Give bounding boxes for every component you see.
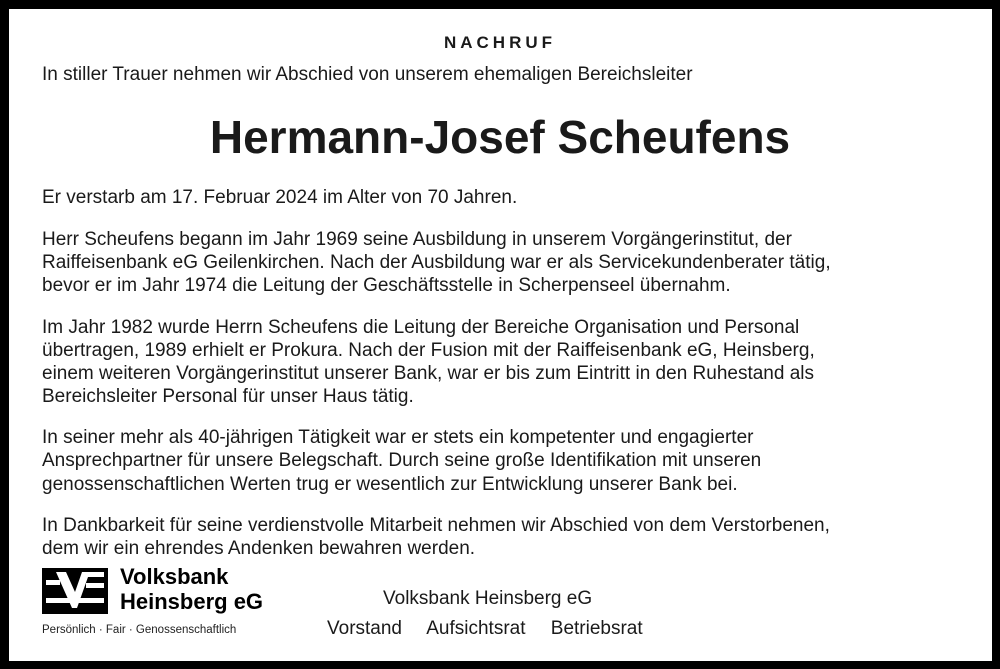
signature-org: Volksbank Heinsberg eG [383,588,593,609]
heading: NACHRUF [443,33,557,52]
signature-vorstand: Vorstand [327,618,402,639]
paragraph-2-line: Herr Scheufens begann im Jahr 1969 seine Ausbildung in unserem Vorgängerinstitut, der [42,229,792,250]
signature-bodies [327,618,643,640]
signature-aufsichtsrat: Aufsichtsrat [426,618,526,639]
paragraph-3-line: einem weiteren Vorgängerinstitut unserer Bank, war er bis zum Eintritt in den Ruhestand als [42,363,815,384]
deceased-name: Hermann-Josef Scheufens [209,111,791,163]
paragraph-2-line: Raiffeisenbank eG Geilenkirchen. Nach der Ausbildung war er als Servicekundenberater tätig, [42,252,831,273]
volksbank-logo-icon [42,568,108,614]
paragraph-4-line: Ansprechpartner für unsere Belegschaft. Durch seine große Identifikation mit unseren [42,450,762,471]
logo-line-2: Heinsberg eG [120,589,264,614]
paragraph-3-line: übertragen, 1989 erhielt er Prokura. Nach der Fusion mit der Raiffeisenbank eG, Heinsberg, [42,340,815,361]
paragraph-3-line: Bereichsleiter Personal für unser Haus tätig. [42,386,414,407]
paragraph-1-line: Er verstarb am 17. Februar 2024 im Alter von 70 Jahren. [42,187,518,208]
paragraph-3-line: Im Jahr 1982 wurde Herrn Scheufens die Leitung der Bereiche Organisation und Personal [42,317,800,338]
paragraph-4-line: In seiner mehr als 40-jährigen Tätigkeit war er stets ein kompetenter und engagierter [42,427,754,448]
logo-tagline: Persönlich · Fair · Genossenschaftlich [42,624,237,636]
intro-text: In stiller Trauer nehmen wir Abschied von unserem ehemaligen Bereichsleiter [42,64,693,85]
paragraph-5-line: In Dankbarkeit für seine verdienstvolle Mitarbeit nehmen wir Abschied von dem Verstorbenen, [42,515,830,536]
signature-betriebsrat: Betriebsrat [550,618,643,639]
paragraph-2-line: bevor er im Jahr 1974 die Leitung der Geschäftsstelle in Scherpenseel übernahm. [42,275,731,296]
logo-line-1: Volksbank [120,564,229,589]
paragraph-5-line: dem wir ein ehrendes Andenken bewahren werden. [42,538,476,559]
paragraph-4-line: genossenschaftlichen Werten trug er wesentlich zur Entwicklung unserer Bank bei. [42,474,738,495]
